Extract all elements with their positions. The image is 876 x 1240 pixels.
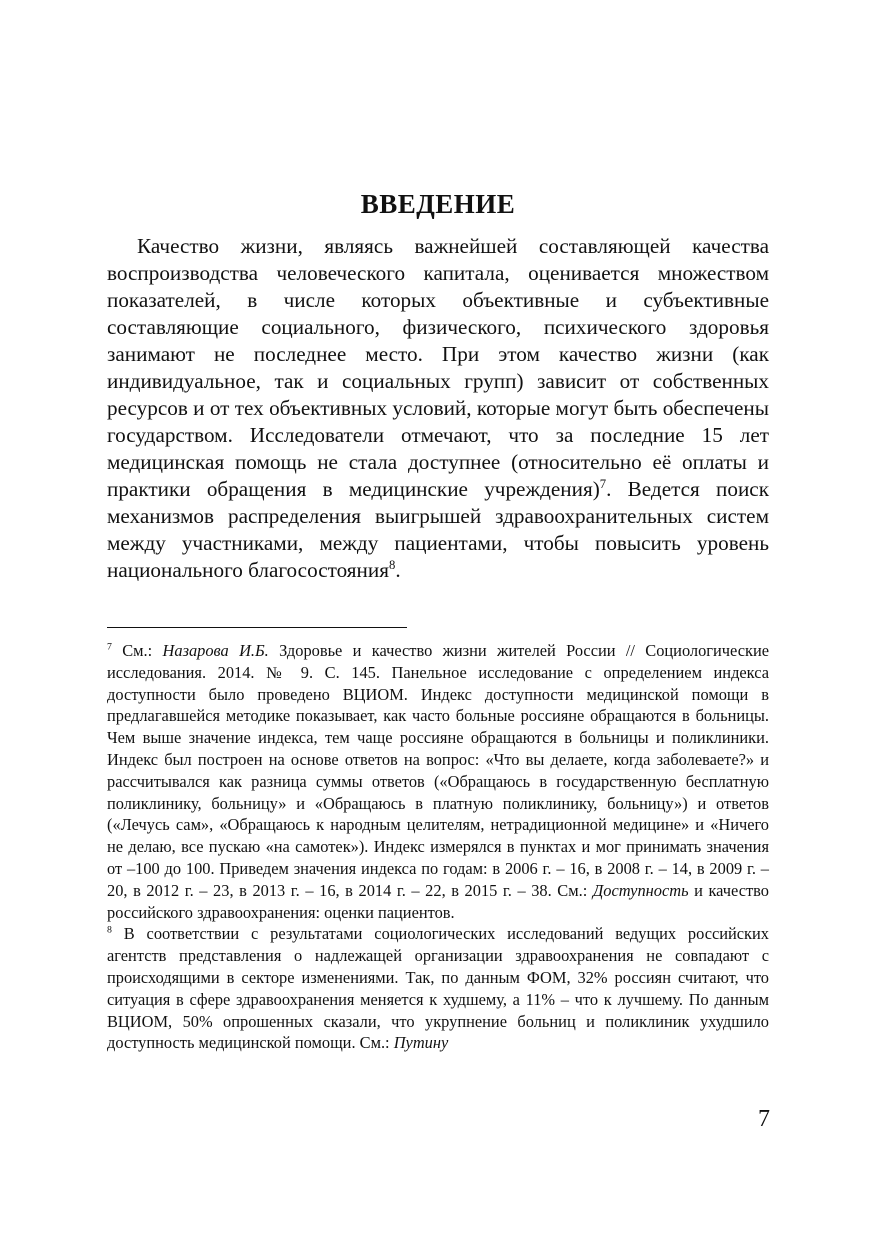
footnote-separator [107,627,407,628]
footnotes-section [107,640,769,1054]
footnote-8-number: 8 [107,924,112,936]
main-text-part1: Качество жизни, являясь важнейшей составляющей качества воспроизводства человеческого капитала, оценивается множеством показателей, в числе которых объективные и субъективные составляющие социального, физического, психического здоровья занимают не последнее место. При этом качество жизни (как индивидуальное, так и социальных групп) зависит от собственных ресурсов и от тех объективных условий, которые могут быть обеспечены государством. Исследователи отмечают, что за последние 15 лет медицинская помощь не стала доступнее (относительно её оплаты и практики обращения в медицинские учреждения) [107,234,769,501]
footnote-7-number: 7 [107,641,112,653]
footnote-7 [107,640,769,923]
footnote-7-suffix: и качество российского здравоохранения: оценки пациентов. [107,880,769,922]
footnote-8 [107,923,769,1054]
chapter-title: ВВЕДЕНИЕ [360,189,516,219]
main-text-part3: . [395,558,401,582]
footnote-8-source: Путину [393,1033,449,1053]
footnote-ref-7[interactable]: 7 [599,476,607,491]
footnote-7-author: Назарова И.Б. [162,641,269,660]
footnote-7-source: Доступность [592,880,689,900]
page-number: 7 [758,1106,770,1132]
main-paragraph [107,233,769,584]
footnote-7-prefix: См.: [111,641,163,660]
footnote-7-text: Здоровье и качество жизни жителей России // Социологические исследования. 2014. № 9. С. 145. Панельное исследование с определением индекса доступности было проведено ВЦИОМ. Индекс доступности медицинской помощи в предлагавшейся методике показывает, как часто больные россияне обращаются в больницы. Чем выше значение индекса, тем чаще россияне обращаются в больницы и поликлиники. Индекс был построен на основе ответов на вопрос: «Что вы делаете, когда заболеваете?» и рассчитывался как разница суммы ответов («Обращаюсь в государственную бесплатную поликлинику, больницу» и «Обращаюсь в платную поликлинику, больницу») и ответов («Лечусь сам», «Обращаюсь к народным целителям, нетрадиционной медицине» и «Ничего не делаю, все пускаю «на самотек»). Индекс измерялся в пунктах и мог принимать значения от –100 до 100. Приведем значения индекса по годам: в 2006 г. – 16, в 2008 г. – 14, в 2009 г. – 20, в 2012 г. – 23, в 2013 г. – 16, в 2014 г. – 22, в 2015 г. – 38. См.: [107,641,770,900]
main-text-part2: . Ведется поиск механизмов распределения выигрышей здравоохранительных систем между участниками, между пациентами, чтобы повысить уровень национального благосостояния [107,477,769,582]
footnote-8-text: В соответствии с результатами социологических исследований ведущих российских агентств представления о надлежащей организации здравоохранения не совпадают с происходящими в секторе изменениями. Так, по данным ФОМ, 32% россиян считают, что ситуация в сфере здравоохранения меняется к худшему, а 11% – что к лучшему. По данным ВЦИОМ, 50% опрошенных сказали, что укрупнение больниц и поликлиник ухудшило доступность медицинской помощи. См.: [107,924,769,1053]
footnote-ref-8[interactable]: 8 [388,557,396,572]
